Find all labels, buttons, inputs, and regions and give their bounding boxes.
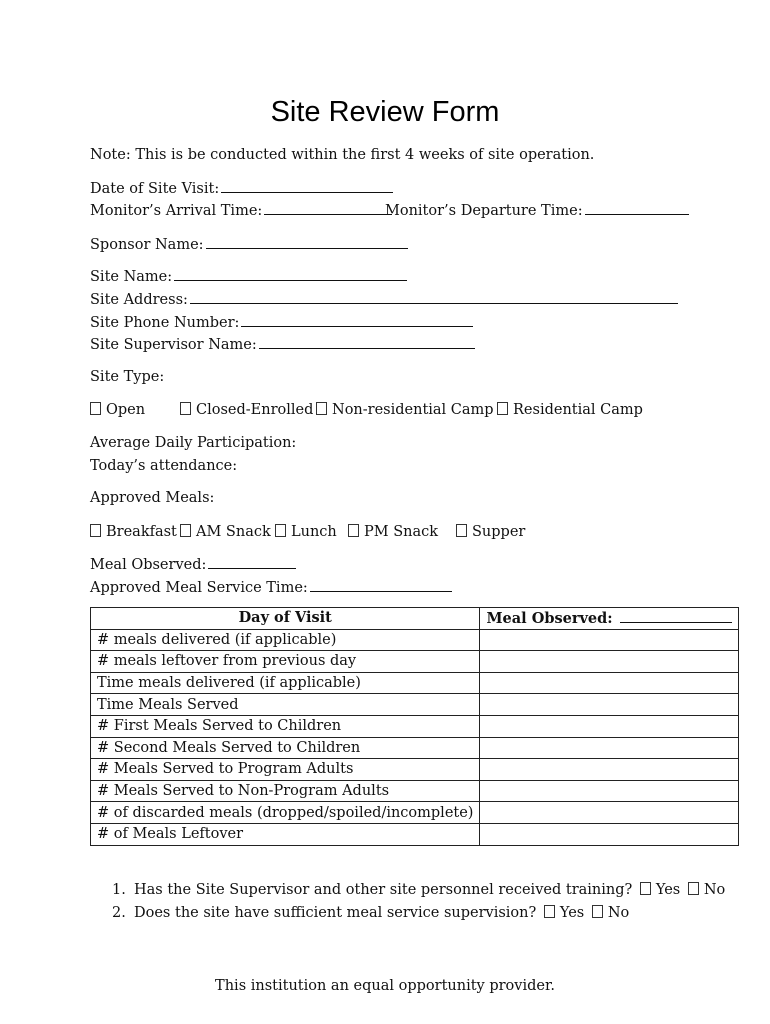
arrival-time-label: Monitor’s Arrival Time: [90, 203, 263, 219]
site-address-input-line[interactable] [190, 290, 678, 304]
average-participation-label: Average Daily Participation: [90, 435, 297, 451]
option-label: AM Snack [196, 524, 271, 540]
departure-time-field[interactable] [385, 201, 689, 220]
site-name-field[interactable] [90, 267, 407, 286]
site-type-label: Site Type: [90, 369, 165, 385]
site-type-option-non-residential-camp[interactable] [316, 401, 494, 419]
table-row [91, 629, 739, 651]
row-value-cell[interactable] [480, 759, 738, 781]
row-value-cell[interactable] [480, 780, 738, 802]
row-label: # of Meals Leftover [91, 823, 480, 845]
sponsor-name-input-line[interactable] [206, 235, 408, 249]
option-label: Open [106, 402, 146, 418]
approved-service-time-label: Approved Meal Service Time: [90, 580, 308, 596]
approved-service-time-field[interactable] [90, 578, 452, 597]
option-label: Residential Camp [513, 402, 643, 418]
sponsor-name-field[interactable] [90, 235, 408, 254]
checkbox-icon[interactable] [275, 524, 286, 537]
meal-option-supper[interactable] [456, 523, 525, 541]
option-label: Breakfast [106, 524, 177, 540]
row-label: # meals leftover from previous day [91, 651, 480, 673]
site-phone-field[interactable] [90, 313, 473, 332]
yes-label: Yes [655, 882, 681, 898]
table-row [91, 780, 739, 802]
question-number: 2. [112, 905, 126, 921]
site-supervisor-field[interactable] [90, 335, 475, 354]
site-type-option-open[interactable] [90, 401, 145, 419]
row-value-cell[interactable] [480, 737, 738, 759]
checkbox-icon[interactable] [180, 402, 191, 415]
meal-observed-label: Meal Observed: [90, 557, 207, 573]
table-row [91, 672, 739, 694]
no-checkbox-icon[interactable] [592, 905, 603, 918]
row-value-cell[interactable] [480, 802, 738, 824]
option-label: Lunch [291, 524, 337, 540]
page-title: Site Review Form [270, 96, 500, 128]
arrival-time-input-line[interactable] [264, 201, 392, 215]
row-label: Time meals delivered (if applicable) [91, 672, 480, 694]
question-1 [112, 881, 725, 899]
site-address-field[interactable] [90, 290, 678, 309]
no-label: No [703, 882, 726, 898]
note-text: Note: This is be conducted within the first 4 weeks of site operation. [90, 147, 595, 163]
meal-review-table [90, 607, 739, 846]
table-row [91, 737, 739, 759]
approved-service-time-input-line[interactable] [310, 578, 452, 592]
checkbox-icon[interactable] [180, 524, 191, 537]
table-row [91, 759, 739, 781]
meal-observed-header-line[interactable] [620, 609, 732, 623]
row-label: Time Meals Served [91, 694, 480, 716]
row-label: # meals delivered (if applicable) [91, 629, 480, 651]
checkbox-icon[interactable] [456, 524, 467, 537]
departure-time-input-line[interactable] [585, 201, 689, 215]
option-label: Non-residential Camp [332, 402, 494, 418]
checkbox-icon[interactable] [497, 402, 508, 415]
yes-checkbox-icon[interactable] [640, 882, 651, 895]
question-number: 1. [112, 882, 126, 898]
site-type-option-residential-camp[interactable] [497, 401, 643, 419]
row-label: # First Meals Served to Children [91, 715, 480, 737]
approved-meals-label: Approved Meals: [90, 490, 215, 506]
row-value-cell[interactable] [480, 651, 738, 673]
meal-observed-input-line[interactable] [208, 555, 296, 569]
table-row [91, 651, 739, 673]
meal-option-am-snack[interactable] [180, 523, 271, 541]
site-name-label: Site Name: [90, 269, 173, 285]
meal-option-breakfast[interactable] [90, 523, 177, 541]
site-phone-label: Site Phone Number: [90, 315, 240, 331]
no-checkbox-icon[interactable] [688, 882, 699, 895]
option-label: Closed-Enrolled [196, 402, 314, 418]
yes-checkbox-icon[interactable] [544, 905, 555, 918]
meal-observed-field[interactable] [90, 555, 296, 574]
row-label: # of discarded meals (dropped/spoiled/incomplete) [91, 802, 480, 824]
site-phone-input-line[interactable] [241, 313, 473, 327]
site-supervisor-label: Site Supervisor Name: [90, 337, 257, 353]
site-name-input-line[interactable] [174, 267, 407, 281]
checkbox-icon[interactable] [90, 402, 101, 415]
row-value-cell[interactable] [480, 715, 738, 737]
date-of-visit-label: Date of Site Visit: [90, 181, 220, 197]
table-header-row [91, 608, 739, 630]
row-value-cell[interactable] [480, 694, 738, 716]
table-row [91, 694, 739, 716]
site-type-option-closed-enrolled[interactable] [180, 401, 313, 419]
footer-statement: This institution an equal opportunity provider. [215, 978, 555, 994]
question-text: Does the site have sufficient meal service supervision? [134, 905, 537, 921]
meal-option-pm-snack[interactable] [348, 523, 438, 541]
date-of-visit-input-line[interactable] [221, 179, 393, 193]
no-label: No [607, 905, 630, 921]
checkbox-icon[interactable] [316, 402, 327, 415]
row-value-cell[interactable] [480, 672, 738, 694]
yes-label: Yes [559, 905, 585, 921]
row-value-cell[interactable] [480, 823, 738, 845]
row-label: # Meals Served to Non-Program Adults [91, 780, 480, 802]
row-label: # Meals Served to Program Adults [91, 759, 480, 781]
departure-time-label: Monitor’s Departure Time: [385, 203, 583, 219]
todays-attendance-label: Today’s attendance: [90, 458, 238, 474]
site-supervisor-input-line[interactable] [259, 335, 475, 349]
question-2 [112, 904, 629, 922]
checkbox-icon[interactable] [90, 524, 101, 537]
option-label: Supper [472, 524, 526, 540]
day-of-visit-header: Day of Visit [91, 608, 480, 630]
table-row [91, 715, 739, 737]
site-address-label: Site Address: [90, 292, 188, 308]
row-value-cell[interactable] [480, 629, 738, 651]
date-of-visit-field[interactable] [90, 179, 393, 198]
question-text: Has the Site Supervisor and other site personnel received training? [134, 882, 633, 898]
option-label: PM Snack [364, 524, 439, 540]
sponsor-name-label: Sponsor Name: [90, 237, 204, 253]
arrival-time-field[interactable] [90, 201, 392, 220]
meal-observed-header-label: Meal Observed: [486, 609, 613, 627]
row-label: # Second Meals Served to Children [91, 737, 480, 759]
table-row [91, 823, 739, 845]
meal-observed-header [480, 608, 738, 630]
meal-option-lunch[interactable] [275, 523, 337, 541]
table-row [91, 802, 739, 824]
checkbox-icon[interactable] [348, 524, 359, 537]
